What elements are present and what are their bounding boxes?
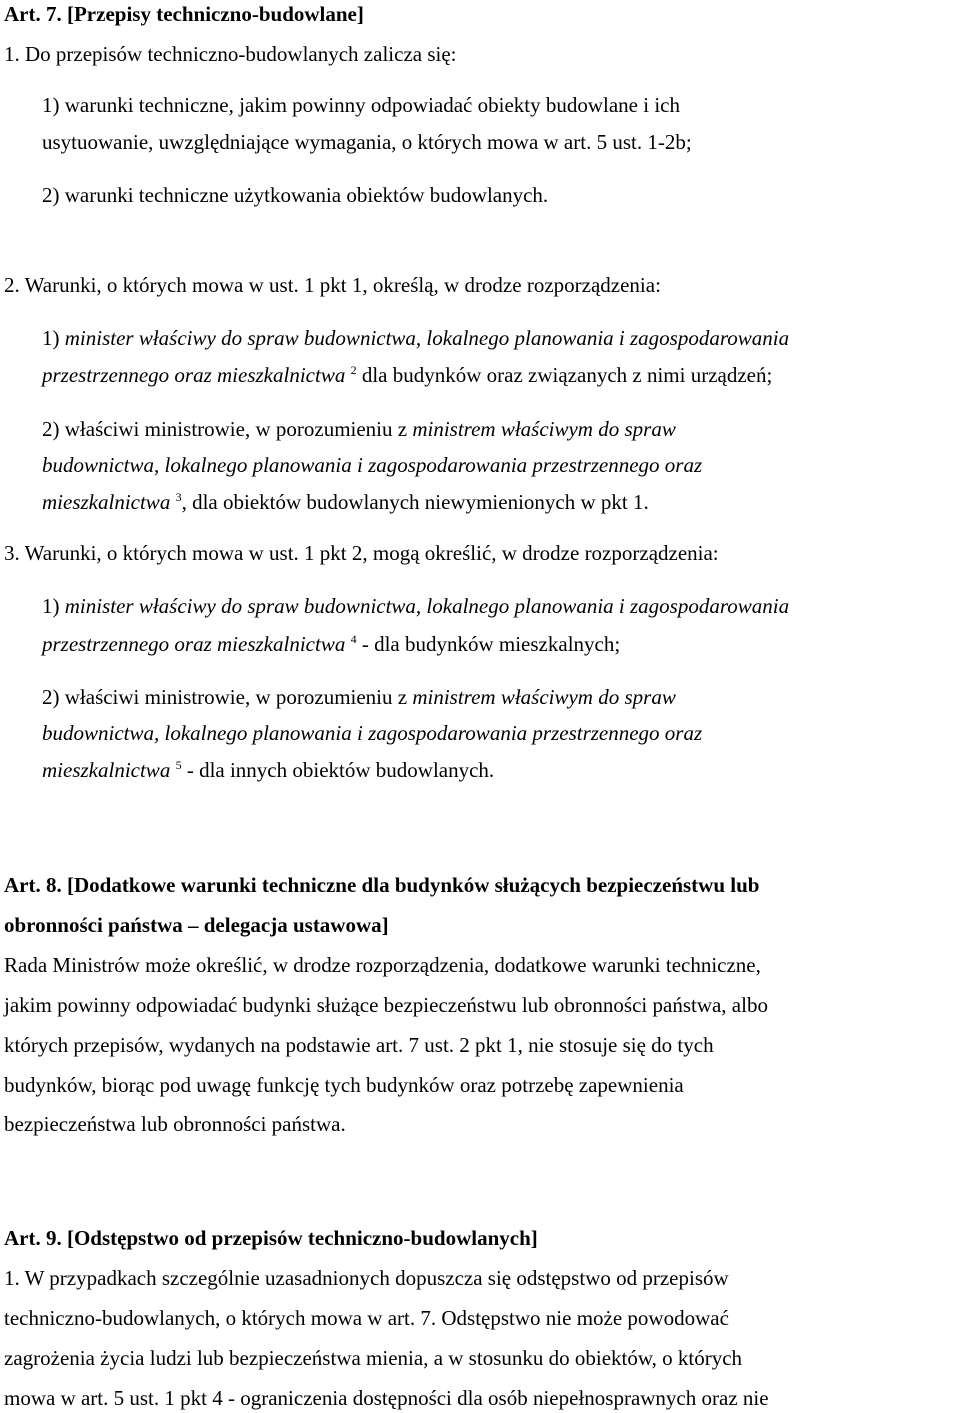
art7-p2-item1-scope: dla budynków oraz związanych z nimi urządzeń; <box>361 363 773 387</box>
art8-body-line-2: jakim powinny odpowiadać budynki służące bezpieczeństwu lub obronności państwa, albo <box>4 993 768 1017</box>
art7-p1-intro: 1. Do przepisów techniczno-budowlanych zalicza się: <box>4 42 457 66</box>
art7-p2-item1-line1 <box>42 326 789 350</box>
art7-p3-item2-scope: - dla innych obiektów budowlanych. <box>186 758 495 782</box>
art7-p2-item2-italic: ministrem właściwym do spraw <box>412 417 676 441</box>
art7-p3-item1-line2 <box>42 632 620 656</box>
art7-p2-item2-line1 <box>42 417 676 441</box>
art9-body-line-2: techniczno-budowlanych, o których mowa w art. 7. Odstępstwo nie może powodować <box>4 1306 729 1330</box>
footnote-marker-3: 3 <box>175 490 182 504</box>
art8-body-line-1: Rada Ministrów może określić, w drodze rozporządzenia, dodatkowe warunki techniczne, <box>4 953 761 977</box>
art7-p3-item2-line3 <box>42 758 494 782</box>
footnote-marker-4: 4 <box>350 632 357 646</box>
art8-body-line-4: budynków, biorąc pod uwagę funkcję tych budynków oraz potrzebę zapewnienia <box>4 1073 684 1097</box>
art7-p3-item2-line1 <box>42 685 676 709</box>
footnote-marker-5: 5 <box>175 758 182 772</box>
art7-p3-item2-line2: budownictwa, lokalnego planowania i zagospodarowania przestrzennego oraz <box>42 721 703 745</box>
art7-p3-item1-scope: - dla budynków mieszkalnych; <box>361 632 621 656</box>
art7-p3-intro: 3. Warunki, o których mowa w ust. 1 pkt 2, mogą określić, w drodze rozporządzenia: <box>4 541 719 565</box>
art7-p3-item2-plain: 2) właściwi ministrowie, w porozumieniu z <box>42 685 408 709</box>
art7-heading-number: Art. 7. <box>4 2 62 26</box>
art7-p2-item2-line3 <box>42 490 649 514</box>
art8-body-line-5: bezpieczeństwa lub obronności państwa. <box>4 1112 346 1136</box>
art7-p2-intro: 2. Warunki, o których mowa w ust. 1 pkt 1, określą, w drodze rozporządzenia: <box>4 273 661 297</box>
art7-p3-item1-line1 <box>42 594 789 618</box>
art7-p2-item2-italic-end: mieszkalnictwa <box>42 490 171 514</box>
art7-p3-item1-number: 1) <box>42 594 60 618</box>
art7-p3-item1-authority: minister właściwy do spraw budownictwa, lokalnego planowania i zagospodarowania <box>64 594 790 618</box>
art9-heading: Art. 9. [Odstępstwo od przepisów techniczno-budowlanych] <box>4 1226 538 1250</box>
art7-heading-title: [Przepisy techniczno-budowlane] <box>66 2 364 26</box>
art7-p3-item2-italic-end: mieszkalnictwa <box>42 758 171 782</box>
art7-p2-item1-line2 <box>42 363 772 387</box>
art7-p1-item1-line1: 1) warunki techniczne, jakim powinny odpowiadać obiekty budowlane i ich <box>42 93 680 117</box>
art7-p1-item2: 2) warunki techniczne użytkowania obiektów budowlanych. <box>42 183 549 207</box>
art9-body-line-3: zagrożenia życia ludzi lub bezpieczeństwa mienia, a w stosunku do obiektów, o których <box>4 1346 743 1370</box>
art7-p2-item2-plain: 2) właściwi ministrowie, w porozumieniu z <box>42 417 408 441</box>
art9-body-line-1: 1. W przypadkach szczególnie uzasadnionych dopuszcza się odstępstwo od przepisów <box>4 1266 729 1290</box>
art7-p3-item1-authority-cont: przestrzennego oraz mieszkalnictwa <box>42 632 346 656</box>
art7-p2-item2-line2: budownictwa, lokalnego planowania i zagospodarowania przestrzennego oraz <box>42 453 703 477</box>
art9-body-line-4: mowa w art. 5 ust. 1 pkt 4 - ograniczenia dostępności dla osób niepełnosprawnych oraz nie <box>4 1386 769 1410</box>
art7-p2-item1-number: 1) <box>42 326 60 350</box>
art7-p2-item1-authority-cont: przestrzennego oraz mieszkalnictwa <box>42 363 346 387</box>
art7-p1-item1-line2: usytuowanie, uwzględniające wymagania, o których mowa w art. 5 ust. 1-2b; <box>42 130 692 154</box>
art8-heading-line1: Art. 8. [Dodatkowe warunki techniczne dla budynków służących bezpieczeństwu lub <box>4 873 760 897</box>
art7-p2-item1-authority: minister właściwy do spraw budownictwa, lokalnego planowania i zagospodarowania <box>64 326 790 350</box>
art8-body-line-3: których przepisów, wydanych na podstawie art. 7 ust. 2 pkt 1, nie stosuje się do tych <box>4 1033 714 1057</box>
art8-heading-line2: obronności państwa – delegacja ustawowa] <box>4 913 389 937</box>
art7-p3-item2-italic: ministrem właściwym do spraw <box>412 685 676 709</box>
footnote-marker-2: 2 <box>350 363 357 377</box>
art7-p2-item2-scope: , dla obiektów budowlanych niewymienionych w pkt 1. <box>181 490 649 514</box>
art7-heading <box>4 2 364 26</box>
